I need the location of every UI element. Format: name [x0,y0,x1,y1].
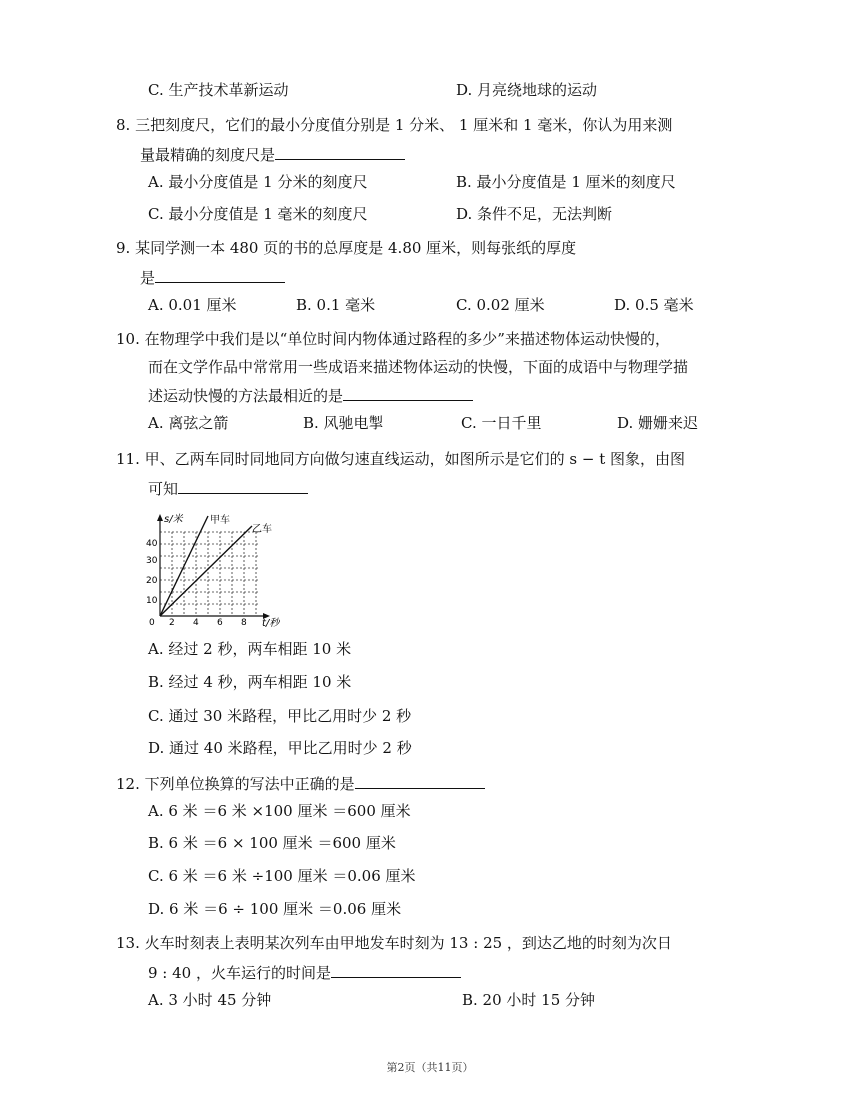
q12-option-d: D. 6 米 ＝6 ÷ 100 厘米 ＝0.06 厘米 [148,900,402,918]
q10-option-c: C. 一日千里 [461,414,542,432]
q10-option-a: A. 离弦之箭 [148,414,229,432]
xtick: 6 [217,618,223,628]
label-jia: 甲车 [210,515,230,526]
q11-stem-line1: 11. 甲、乙两车同时同地同方向做匀速直线运动，如图所示是它们的 s − t 图象，由图 [116,450,685,468]
q12-option-a: A. 6 米 ＝6 米 ×100 厘米 ＝600 厘米 [148,802,411,820]
q10-option-b: B. 风驰电掣 [303,414,384,432]
q11-option-d: D. 通过 40 米路程，甲比乙用时少 2 秒 [148,739,412,757]
q9-option-d: D. 0.5 毫米 [614,296,694,314]
q9-stem-line1: 9. 某同学测一本 480 页的书的总厚度是 4.80 厘米，则每张纸的厚度 [116,239,577,257]
q13-stem-line1: 13. 火车时刻表上表明某次列车由甲地发车时刻为 13 : 25 ，到达乙地的时刻为次日 [116,934,672,952]
q13-option-a: A. 3 小时 45 分钟 [148,991,272,1009]
ytick: 40 [146,539,158,549]
q9-option-c: C. 0.02 厘米 [456,296,545,314]
q11-option-a: A. 经过 2 秒，两车相距 10 米 [148,640,352,658]
q8-option-a: A. 最小分度值是 1 分米的刻度尺 [148,173,368,191]
answer-blank [275,143,405,160]
q8-option-b: B. 最小分度值是 1 厘米的刻度尺 [456,173,676,191]
answer-blank [343,384,473,401]
q7-option-d: D. 月亮绕地球的运动 [456,81,598,99]
q8-option-d: D. 条件不足，无法判断 [456,205,613,223]
xtick: 8 [241,618,247,628]
q10-stem-line2: 而在文学作品中常常用一些成语来描述物体运动的快慢，下面的成语中与物理学描 [148,358,689,376]
q8-option-c: C. 最小分度值是 1 毫米的刻度尺 [148,205,368,223]
q13-option-b: B. 20 小时 15 分钟 [462,991,596,1009]
ytick: 20 [146,576,158,586]
page-footer: 第2页（共11页） [386,1061,474,1074]
xtick: 2 [169,618,175,628]
answer-blank [355,772,485,789]
q11-option-b: B. 经过 4 秒，两车相距 10 米 [148,673,352,691]
answer-blank [155,266,285,283]
s-t-graph [140,508,300,630]
q9-option-b: B. 0.1 毫米 [296,296,376,314]
ytick: 30 [146,556,158,566]
answer-blank [178,477,308,494]
graph-xlabel: t/秒 [262,618,280,629]
graph-grid [160,532,258,616]
q10-stem-line1: 10. 在物理学中我们是以“单位时间内物体通过路程的多少”来描述物体运动快慢的， [116,330,670,348]
q11-stem-line2: 可知 [148,477,308,499]
q13-stem-line2: 9 : 40 ，火车运行的时间是 [148,961,461,983]
q9-stem-line2: 是 [140,266,285,288]
q8-stem-line2: 量最精确的刻度尺是 [140,143,405,165]
graph-ylabel: s/米 [164,514,183,525]
q10-option-d: D. 姗姗来迟 [617,414,699,432]
q8-stem-line1: 8. 三把刻度尺，它们的最小分度值分别是 1 分米、 1 厘米和 1 毫米，你认为用来测 [116,116,673,134]
q10-stem-line3: 述运动快慢的方法最相近的是 [148,384,473,406]
q12-option-b: B. 6 米 ＝6 × 100 厘米 ＝600 厘米 [148,834,396,852]
answer-blank [331,961,461,978]
xtick: 4 [193,618,199,628]
graph-origin: 0 [149,618,155,628]
q12-option-c: C. 6 米 ＝6 米 ÷100 厘米 ＝0.06 厘米 [148,867,416,885]
q12-stem: 12. 下列单位换算的写法中正确的是 [116,772,485,794]
q7-option-c: C. 生产技术革新运动 [148,81,289,99]
q9-option-a: A. 0.01 厘米 [148,296,237,314]
line-yi [160,526,252,616]
q11-option-c: C. 通过 30 米路程，甲比乙用时少 2 秒 [148,707,412,725]
label-yi: 乙车 [252,524,272,535]
ytick: 10 [146,596,158,606]
